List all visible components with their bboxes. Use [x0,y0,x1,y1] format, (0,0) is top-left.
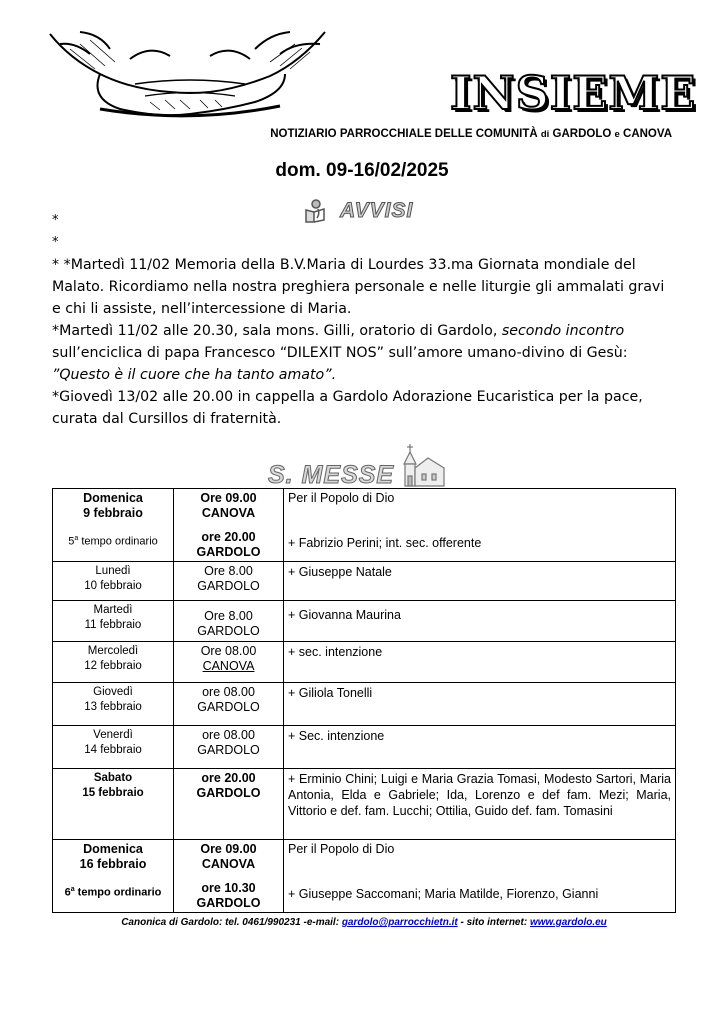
day-date: 11 febbraio [84,619,142,631]
messe-title: S. MESSE [268,461,395,489]
mass-place: GARDOLO [196,896,261,910]
table-row [53,642,676,683]
notice-lourdes: * *Martedì 11/02 Memoria della B.V.Maria di Lourdes 33.ma Giornata mondiale del Malato. Ricordiamo nella nostra preghiera personale e nelle liturgie gli ammalati gravi e chi li assiste, nell’intercessione di Maria. [52,257,665,317]
liturgical-season [53,882,173,901]
mass-intention: Per il Popolo di Dio [288,842,395,856]
day-name: Domenica [83,842,143,856]
day-date: 9 febbraio [83,506,143,520]
mass-place: CANOVA [201,857,256,871]
footer [52,917,676,928]
avvisi-heading [300,196,413,226]
day-name: Domenica [83,491,143,505]
day-cell [53,769,174,840]
subtitle-di: di [540,129,550,140]
mass-time: Ore 08.00 [200,644,257,658]
day-name: Venerdì [93,729,133,741]
intention-cell: + Sec. intenzione [284,726,676,769]
mass-time: Ore 09.00 [200,842,257,856]
mass-place: GARDOLO [197,624,260,638]
mass-place: GARDOLO [197,743,260,757]
day-cell [53,726,174,769]
church-icon [398,442,446,490]
day-name: Mercoledì [87,645,139,657]
intention-cell [284,489,676,562]
day-date: 15 febbraio [82,787,144,799]
mass-time: ore 20.00 [201,530,256,544]
intention-cell: + Giuseppe Natale [284,562,676,601]
footer-contact: Canonica di Gardolo: tel. 0461/990231 -e-mail: [121,917,340,928]
day-date: 12 febbraio [84,660,142,672]
hands-logo [40,14,340,124]
mass-time: ore 08.00 [202,728,255,742]
time-cell [174,769,284,840]
day-name: Martedì [93,604,133,616]
table-row [53,562,676,601]
website-link[interactable]: www.gardolo.eu [529,917,607,928]
day-cell [53,642,174,683]
subtitle [200,128,672,140]
mass-intention: + Fabrizio Perini; int. sec. offerente [288,536,482,550]
issue-date: dom. 09-16/02/2025 [275,160,449,181]
intention-cell [284,840,676,913]
season-text: tempo ordinario [74,886,162,899]
intention-cell: + Giovanna Maurina [284,601,676,642]
day-date: 14 febbraio [84,744,142,756]
intention-cell: + Giliola Tonelli [284,683,676,726]
day-name: Lunedì [95,565,131,577]
time-cell [174,642,284,683]
notice-incontro-emph: secondo incontro [501,323,625,339]
day-name: Sabato [93,772,133,784]
season-number: 6 [64,886,71,899]
day-cell [53,489,174,562]
brand-title: INSIEME [450,66,697,120]
notice-incontro-part1: *Martedì 11/02 alle 20.30, sala mons. Gilli, oratorio di Gardolo, [52,323,498,339]
email-link[interactable]: gardolo@parrocchietn.it [341,917,458,928]
mass-place: GARDOLO [196,545,261,559]
time-cell [174,601,284,642]
mass-place: CANOVA [201,506,256,520]
notice-incontro-quote: ”Questo è il cuore che ha tanto amato”. [52,367,337,383]
mass-place: GARDOLO [197,700,260,714]
season-superscript: a [74,535,79,542]
messe-heading [268,440,446,490]
subtitle-e: e [614,129,620,140]
subtitle-gardolo: GARDOLO [552,128,612,140]
mass-place: GARDOLO [196,786,261,800]
bullet: * [52,213,59,228]
intention-cell: + sec. intenzione [284,642,676,683]
day-name: Giovedì [93,686,133,698]
time-cell [174,489,284,562]
mass-place: GARDOLO [197,579,260,593]
day-cell [53,562,174,601]
time-cell [174,840,284,913]
reading-person-icon [300,198,330,224]
table-row [53,840,676,913]
mass-time: ore 08.00 [202,685,255,699]
mass-time: Ore 8.00 [204,564,253,578]
messe-table [52,488,676,913]
notice-adorazione: *Giovedì 13/02 alle 20.00 in cappella a Gardolo Adorazione Eucaristica per la pace, curata dal Cursillos di fraternità. [52,389,643,427]
table-row [53,489,676,562]
avvisi-title: AVVISI [340,199,414,222]
table-row [53,726,676,769]
time-cell [174,683,284,726]
bullet: * [52,235,59,250]
table-row [53,683,676,726]
notice-incontro-part2: sull’enciclica di papa Francesco “DILEXIT NOS” sull’amore umano-divino di Gesù: [52,345,628,361]
table-row [53,769,676,840]
notices [52,254,672,430]
mass-time: Ore 09.00 [200,491,257,505]
day-cell [53,601,174,642]
season-number: 5 [68,535,75,548]
liturgical-season [53,531,173,550]
day-date: 16 febbraio [79,857,147,871]
mass-time: ore 10.30 [201,881,256,895]
mass-place: CANOVA [202,659,255,673]
mass-time: ore 20.00 [201,771,256,785]
time-cell [174,562,284,601]
mass-time: Ore 8.00 [204,609,253,623]
notice-incontro [52,320,672,386]
day-cell [53,683,174,726]
mass-intention: + Giuseppe Saccomani; Maria Matilde, Fiorenzo, Gianni [288,887,599,901]
day-date: 10 febbraio [84,580,142,592]
subtitle-main: NOTIZIARIO PARROCCHIALE DELLE COMUNITÀ [270,128,538,140]
season-superscript: a [70,886,75,893]
day-cell [53,840,174,913]
day-date: 13 febbraio [84,701,142,713]
table-row [53,601,676,642]
subtitle-canova: CANOVA [623,128,672,140]
intention-cell: + Erminio Chini; Luigi e Maria Grazia Tomasi, Modesto Sartori, Maria Antonia, Elda e Gabriele; Ida, Lorenzo e def fam. Mezi; Maria, Vittorio e def. fam. Lucchi; Ottilia, Guido def. fam. Tomasini [284,769,676,840]
time-cell [174,726,284,769]
season-text: tempo ordinario [78,535,158,548]
empty-bullets [52,210,59,254]
mass-intention: Per il Popolo di Dio [288,491,395,505]
footer-separator: - sito internet: [460,917,528,928]
